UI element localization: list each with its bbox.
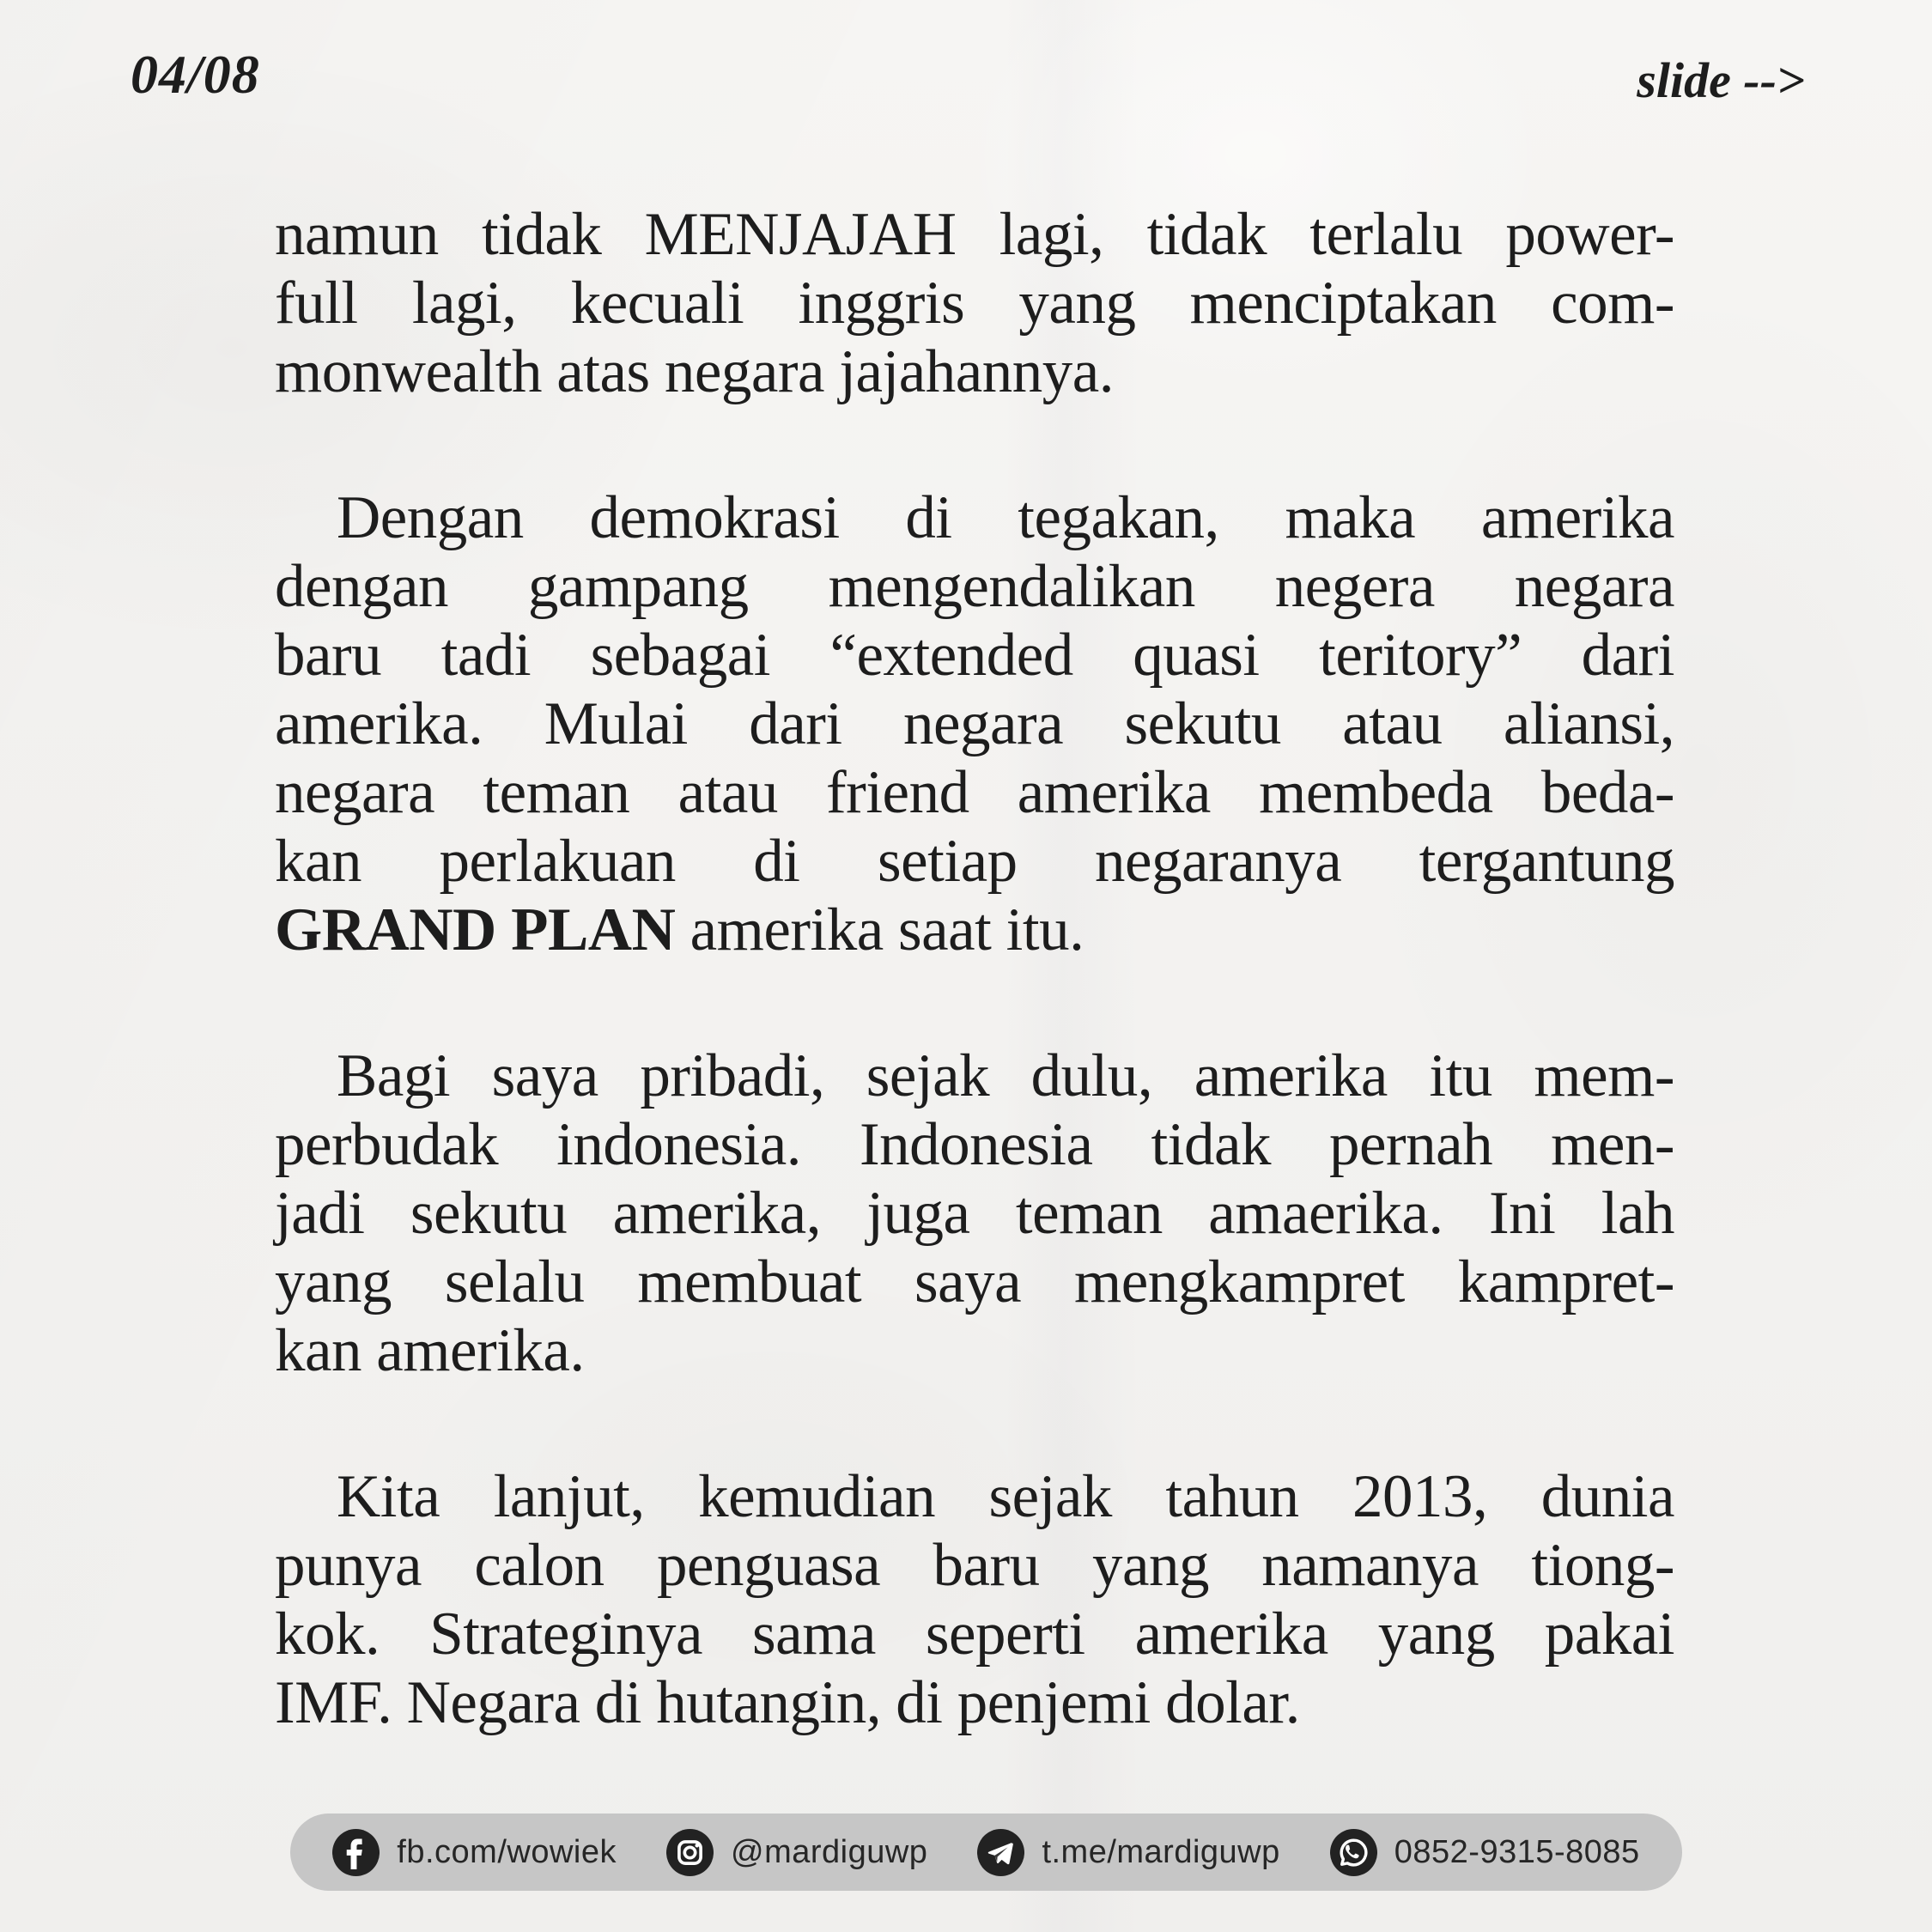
- paragraph: [275, 200, 1674, 406]
- telegram-icon: [977, 1829, 1024, 1876]
- footer-item-label: 0852-9315-8085: [1394, 1834, 1640, 1870]
- text-line: IMF. Negara di hutangin, di penjemi dolar.: [275, 1669, 1300, 1736]
- page-number: 04/08: [131, 44, 260, 105]
- text-line: kok. Strateginya sama seperti amerika yang pakai: [275, 1601, 1674, 1668]
- text-line: Kita lanjut, kemudian sejak tahun 2013, dunia: [337, 1463, 1674, 1530]
- footer-item-whatsapp: [1330, 1829, 1640, 1876]
- text-line: [275, 896, 1674, 964]
- text-line: monwealth atas negara jajahannya.: [275, 338, 1115, 405]
- footer-item-facebook: [332, 1829, 617, 1876]
- paragraph: [275, 1462, 1674, 1737]
- facebook-icon: [332, 1829, 380, 1876]
- text-line: jadi sekutu amerika, juga teman amaerika. Ini lah: [275, 1180, 1674, 1247]
- footer-item-label: @mardiguwp: [731, 1834, 928, 1870]
- paragraph: [275, 1042, 1674, 1385]
- text-line: punya calon penguasa baru yang namanya tiong-: [275, 1532, 1674, 1599]
- whatsapp-icon: [1330, 1829, 1377, 1876]
- text-line: Dengan demokrasi di tegakan, maka amerika: [337, 484, 1674, 551]
- paragraph: [275, 483, 1674, 964]
- footer-item-instagram: [666, 1829, 927, 1876]
- text-line: full lagi, kecuali inggris yang menciptakan com-: [275, 270, 1674, 337]
- footer-item-label: fb.com/wowiek: [397, 1834, 617, 1870]
- text-line: dengan gampang mengendalikan negera negara: [275, 553, 1674, 620]
- text-block: [275, 200, 1674, 1737]
- footer-item-label: t.me/mardiguwp: [1042, 1834, 1280, 1870]
- text-line: namun tidak MENJAJAH lagi, tidak terlalu power-: [275, 201, 1674, 268]
- text-line: perbudak indonesia. Indonesia tidak pernah men-: [275, 1111, 1674, 1178]
- bold-text: GRAND PLAN: [275, 896, 676, 963]
- text-line: yang selalu membuat saya mengkampret kampret-: [275, 1249, 1674, 1315]
- text-line: kan amerika.: [275, 1317, 585, 1384]
- text-segment: amerika saat itu.: [675, 896, 1084, 963]
- text-line: kan perlakuan di setiap negaranya tergantung: [275, 828, 1674, 895]
- text-line: amerika. Mulai dari negara sekutu atau aliansi,: [275, 690, 1674, 757]
- text-line: Bagi saya pribadi, sejak dulu, amerika itu mem-: [337, 1042, 1674, 1109]
- footer-item-telegram: [977, 1829, 1279, 1876]
- footer-bar: [290, 1814, 1682, 1891]
- text-line: negara teman atau friend amerika membeda beda-: [275, 759, 1674, 826]
- instagram-icon: [666, 1829, 714, 1876]
- next-slide-hint: slide -->: [1637, 52, 1805, 108]
- text-line: baru tadi sebagai “extended quasi teritory” dari: [275, 622, 1674, 689]
